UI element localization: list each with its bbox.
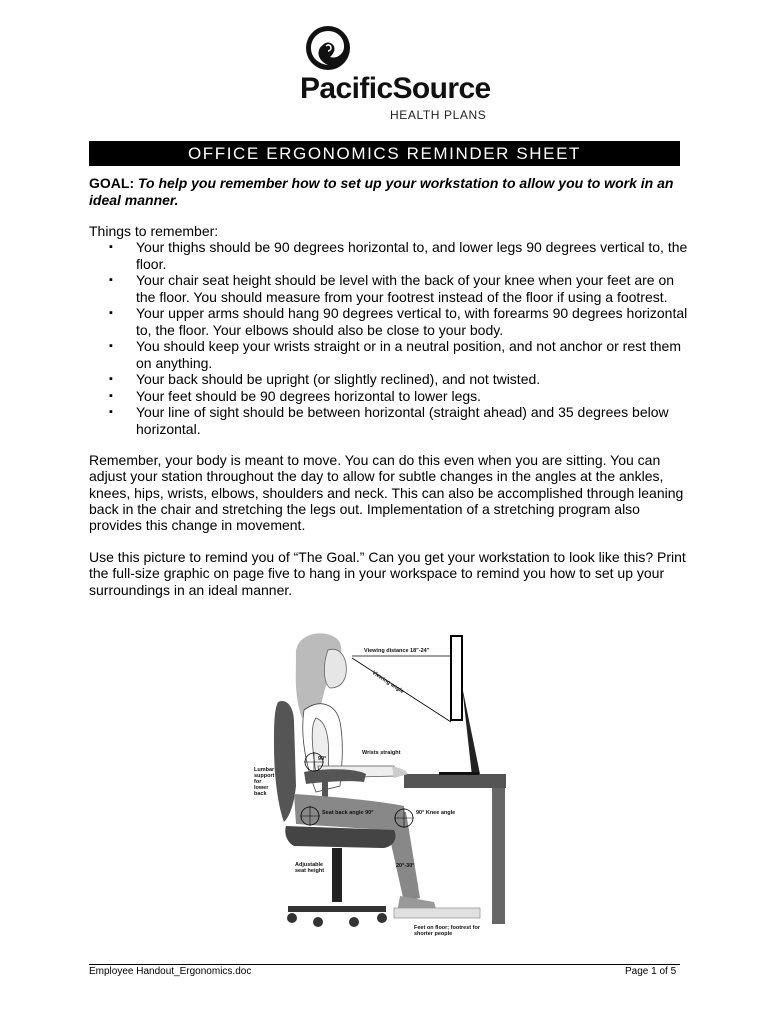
brand-subtitle: HEALTH PLANS bbox=[390, 108, 487, 122]
feet-on-floor-label: Feet on floor; footrest for shorter people bbox=[414, 925, 480, 937]
list-item: ▪ Your back should be upright (or slightly reclined), and not twisted. bbox=[89, 371, 689, 388]
knee-angle-label: 90° Knee angle bbox=[416, 810, 456, 816]
things-to-remember-heading: Things to remember: bbox=[89, 223, 219, 239]
brand-name: PacificSource bbox=[300, 72, 491, 105]
goal-statement bbox=[89, 175, 689, 209]
list-item: ▪ Your thighs should be 90 degrees horizontal to, and lower legs 90 degrees vertical to, the floor. bbox=[89, 239, 689, 272]
viewing-angle-label: Viewing angle bbox=[370, 670, 405, 695]
footer-divider bbox=[89, 964, 680, 965]
movement-paragraph: Remember, your body is meant to move. You can do this even when you are sitting. You can adjust your station throughout the day to allow for subtle changes in the angles at the ankles, knees, hips, wrists, elbows, shoulders and neck. This can also be accomplished through leaning back in the chair and stretching the legs out. Implementation of a stretching program also provides this change in movement. bbox=[89, 452, 684, 534]
lumbar-support-label: Lumbar support for lower back bbox=[254, 767, 275, 797]
foot-angle-label: 20°-30° bbox=[396, 863, 415, 869]
seat-back-angle-label: Seat back angle 90° bbox=[322, 810, 374, 816]
page-title: OFFICE ERGONOMICS REMINDER SHEET bbox=[89, 141, 680, 166]
reminder-list bbox=[89, 239, 689, 437]
list-item: ▪ Your chair seat height should be level with the back of your knee when your feet are on the floor. You should measure from your footrest instead of the floor if using a footrest. bbox=[89, 272, 689, 305]
viewing-distance-label: Viewing distance 18"-24" bbox=[364, 648, 430, 654]
list-item: ▪ You should keep your wrists straight or in a neutral position, and not anchor or rest them on anything. bbox=[89, 338, 689, 371]
wrists-straight-label: Wrists straight bbox=[362, 750, 401, 756]
seat-height-label: Adjustable seat height bbox=[295, 862, 325, 874]
goal-text: To help you remember how to set up your workstation to allow you to work in an ideal manner. bbox=[89, 175, 674, 208]
picture-paragraph: Use this picture to remind you of “The Goal.” Can you get your workstation to look like this? Print the full-size graphic on page five to hang in your workspace to remind you how to set up your surroundings in an ideal manner. bbox=[89, 549, 686, 598]
footer-filename: Employee Handout_Ergonomics.doc bbox=[89, 966, 252, 977]
list-item: ▪ Your upper arms should hang 90 degrees vertical to, with forearms 90 degrees horizontal to, the floor. Your elbows should also be close to your body. bbox=[89, 305, 689, 338]
brand-logo bbox=[300, 24, 490, 124]
wave-swirl-logo-icon bbox=[304, 24, 352, 72]
ergonomic-workstation-illustration bbox=[244, 626, 516, 944]
list-item: ▪ Your feet should be 90 degrees horizontal to lower legs. bbox=[89, 388, 689, 405]
footer-page-number: Page 1 of 5 bbox=[625, 966, 677, 977]
goal-label: GOAL: bbox=[89, 175, 135, 191]
list-item: ▪ Your line of sight should be between horizontal (straight ahead) and 35 degrees below horizontal. bbox=[89, 404, 689, 437]
elbow-angle-label: 90° bbox=[318, 756, 327, 762]
